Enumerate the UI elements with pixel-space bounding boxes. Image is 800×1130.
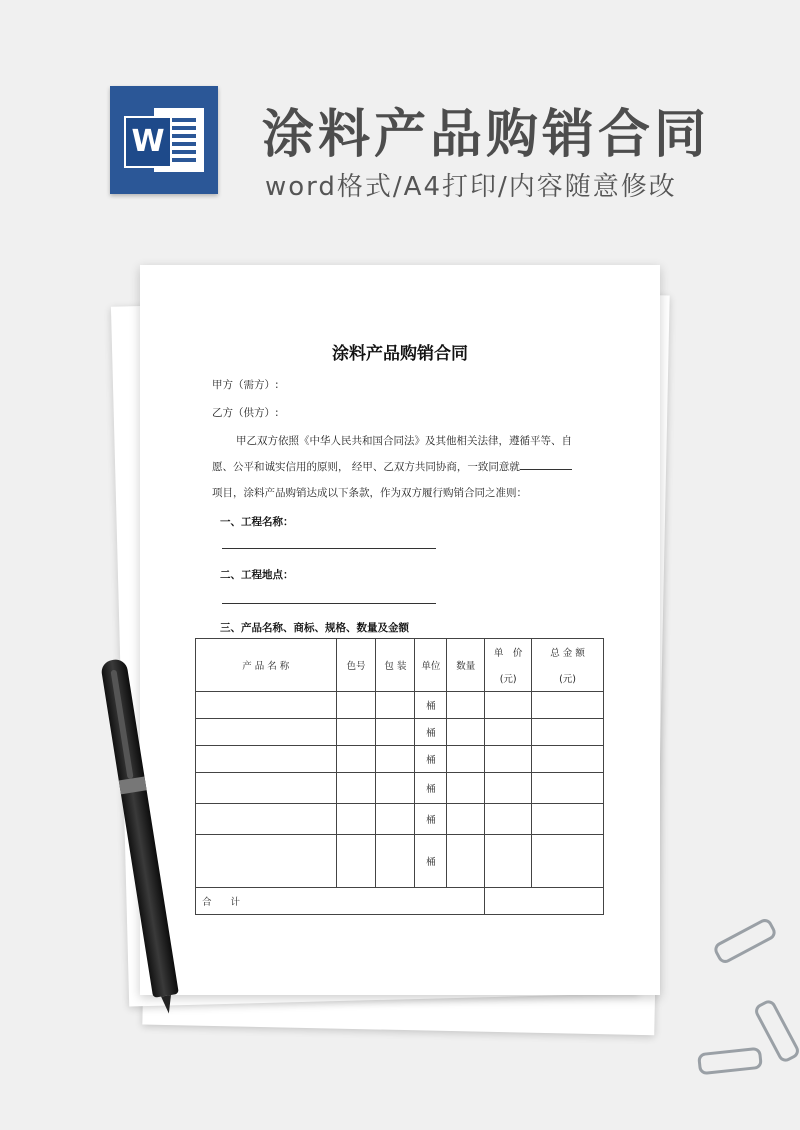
total-unit: (元) (559, 674, 577, 685)
project-location-blank (222, 603, 436, 604)
contract-paragraph-line-3: 项目，涂料产品购销达成以下条款，作为双方履行购销合同之准则： (212, 487, 527, 499)
paperclip-icon (712, 916, 779, 965)
contract-paragraph-line-1: 甲乙双方依照《中华人民共和国合同法》及其他相关法律，遵循平等、自 (236, 435, 572, 447)
header-unit: 单位 (415, 639, 447, 692)
price-unit: (元) (499, 674, 517, 685)
table-header-row (196, 639, 604, 692)
page-subtitle: word格式/A4打印/内容随意修改 (265, 172, 677, 202)
party-a-line: 甲方（需方）: (212, 379, 279, 391)
table-total-row (196, 888, 604, 915)
paperclip-icon (697, 1047, 763, 1076)
header-color: 色号 (336, 639, 376, 692)
unit-cell: 桶 (415, 835, 447, 888)
total-value-cell (485, 888, 604, 915)
price-label: 单 价 (493, 648, 523, 659)
unit-cell: 桶 (415, 804, 447, 835)
document-page (140, 265, 660, 995)
product-table (195, 638, 604, 915)
contract-paragraph-line-2 (212, 459, 572, 474)
table-row (196, 746, 604, 773)
header-qty: 数量 (447, 639, 485, 692)
project-name-blank (222, 548, 436, 549)
page-title: 涂料产品购销合同 (262, 105, 711, 165)
table-row (196, 835, 604, 888)
table-row (196, 804, 604, 835)
logo-letter: W (124, 116, 172, 168)
unit-cell: 桶 (415, 746, 447, 773)
section-project-name: 一、工程名称： (220, 516, 294, 528)
unit-cell: 桶 (415, 692, 447, 719)
total-label: 总 金 额 (550, 648, 585, 659)
header-price (485, 639, 532, 692)
section-product-details: 三、产品名称、商标、规格、数量及金额 (220, 622, 409, 634)
unit-cell: 桶 (415, 719, 447, 746)
header-product: 产 品 名 称 (196, 639, 337, 692)
total-label-cell: 合 计 (196, 888, 485, 915)
table-row (196, 719, 604, 746)
unit-cell: 桶 (415, 773, 447, 804)
project-blank (520, 459, 572, 470)
paragraph-text: 愿、公平和诚实信用的原则， 经甲、乙双方共同协商，一致同意就 (212, 461, 520, 473)
header-total (532, 639, 604, 692)
table-row (196, 773, 604, 804)
section-project-location: 二、工程地点： (220, 569, 294, 581)
party-b-line: 乙方（供方）: (212, 407, 279, 419)
table-row (196, 692, 604, 719)
word-logo-icon (110, 86, 218, 194)
document-title: 涂料产品购销合同 (332, 344, 468, 364)
header-package: 包 装 (376, 639, 415, 692)
